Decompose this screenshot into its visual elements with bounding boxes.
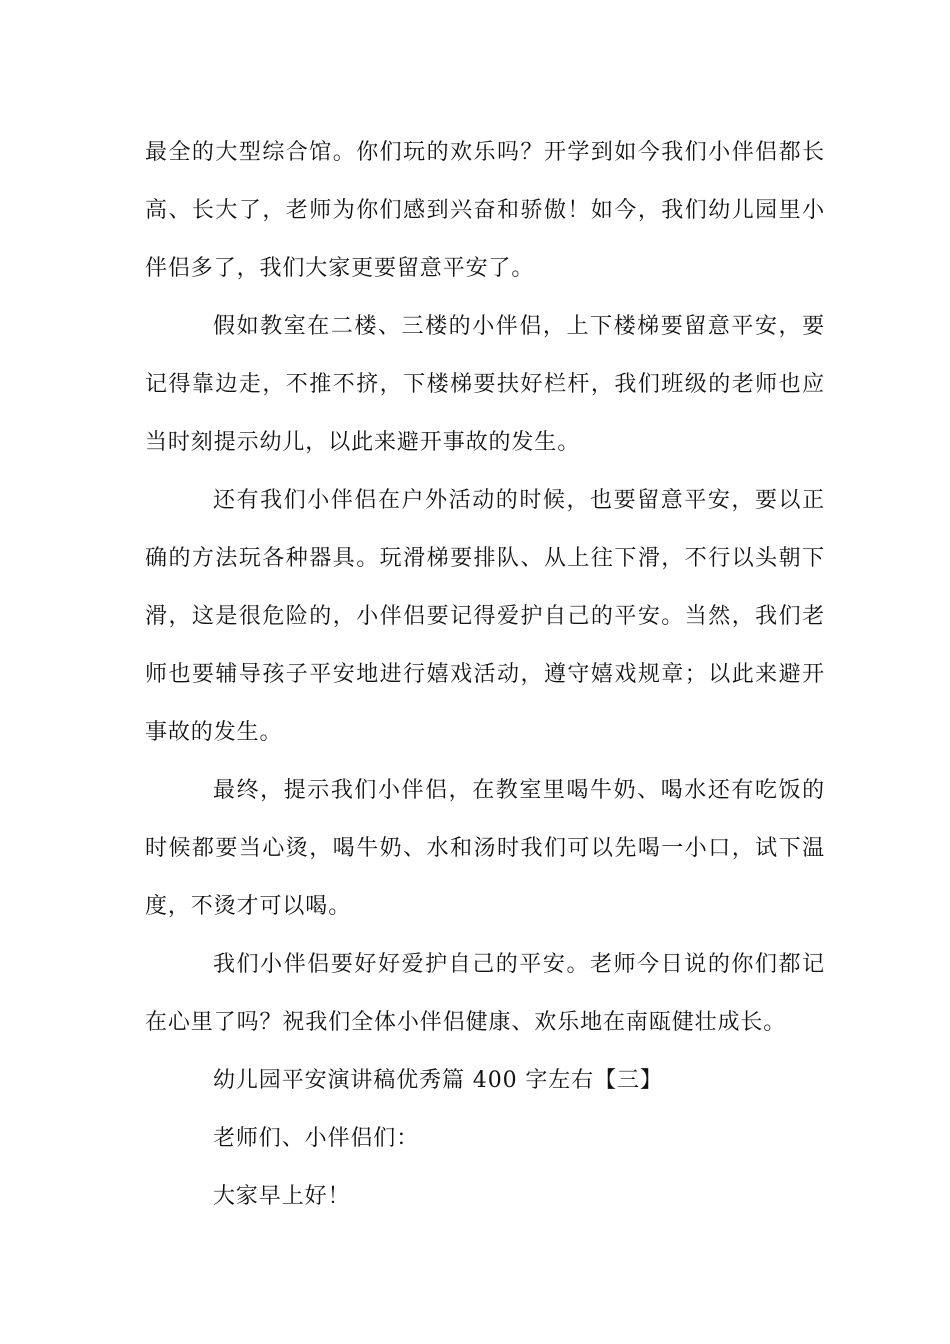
paragraph-1-line-2: 高、长大了，老师为你们感到兴奋和骄傲！如今，我们幼儿园里小 [145, 198, 825, 223]
paragraph-3-line-5: 事故的发生。 [145, 720, 283, 745]
paragraph-4-line-1: 最终，提示我们小伴侣，在教室里喝牛奶、喝水还有吃饭的 [213, 778, 825, 803]
paragraph-1-line-3: 伴侣多了，我们大家更要留意平安了。 [145, 256, 535, 281]
greeting: 大家早上好！ [213, 1184, 351, 1209]
paragraph-4-line-2: 时候都要当心烫，喝牛奶、水和汤时我们可以先喝一小口，试下温 [145, 836, 825, 861]
paragraph-2-line-2: 记得靠边走，不推不挤，下楼梯要扶好栏杆，我们班级的老师也应 [145, 372, 825, 397]
paragraph-3-line-4: 师也要辅导孩子平安地进行嬉戏活动，遵守嬉戏规章；以此来避开 [145, 662, 825, 687]
paragraph-3-line-1: 还有我们小伴侣在户外活动的时候，也要留意平安，要以正 [213, 488, 825, 513]
paragraph-1-line-1: 最全的大型综合馆。你们玩的欢乐吗？开学到如今我们小伴侣都长 [145, 140, 825, 165]
paragraph-4-line-3: 度，不烫才可以喝。 [145, 894, 352, 919]
paragraph-3-line-2: 确的方法玩各种器具。玩滑梯要排队、从上往下滑，不行以头朝下 [145, 546, 825, 571]
paragraph-2-line-3: 当时刻提示幼儿，以此来避开事故的发生。 [145, 430, 581, 455]
section-heading: 幼儿园平安演讲稿优秀篇 400 字左右【三】 [213, 1068, 663, 1093]
paragraph-2-line-1: 假如教室在二楼、三楼的小伴侣，上下楼梯要留意平安，要 [213, 314, 825, 339]
paragraph-5-line-1: 我们小伴侣要好好爱护自己的平安。老师今日说的你们都记 [213, 952, 825, 977]
paragraph-5-line-2: 在心里了吗？祝我们全体小伴侣健康、欢乐地在南瓯健壮成长。 [145, 1010, 787, 1035]
salutation: 老师们、小伴侣们： [213, 1126, 420, 1151]
paragraph-3-line-3: 滑，这是很危险的，小伴侣要记得爱护自己的平安。当然，我们老 [145, 604, 825, 629]
